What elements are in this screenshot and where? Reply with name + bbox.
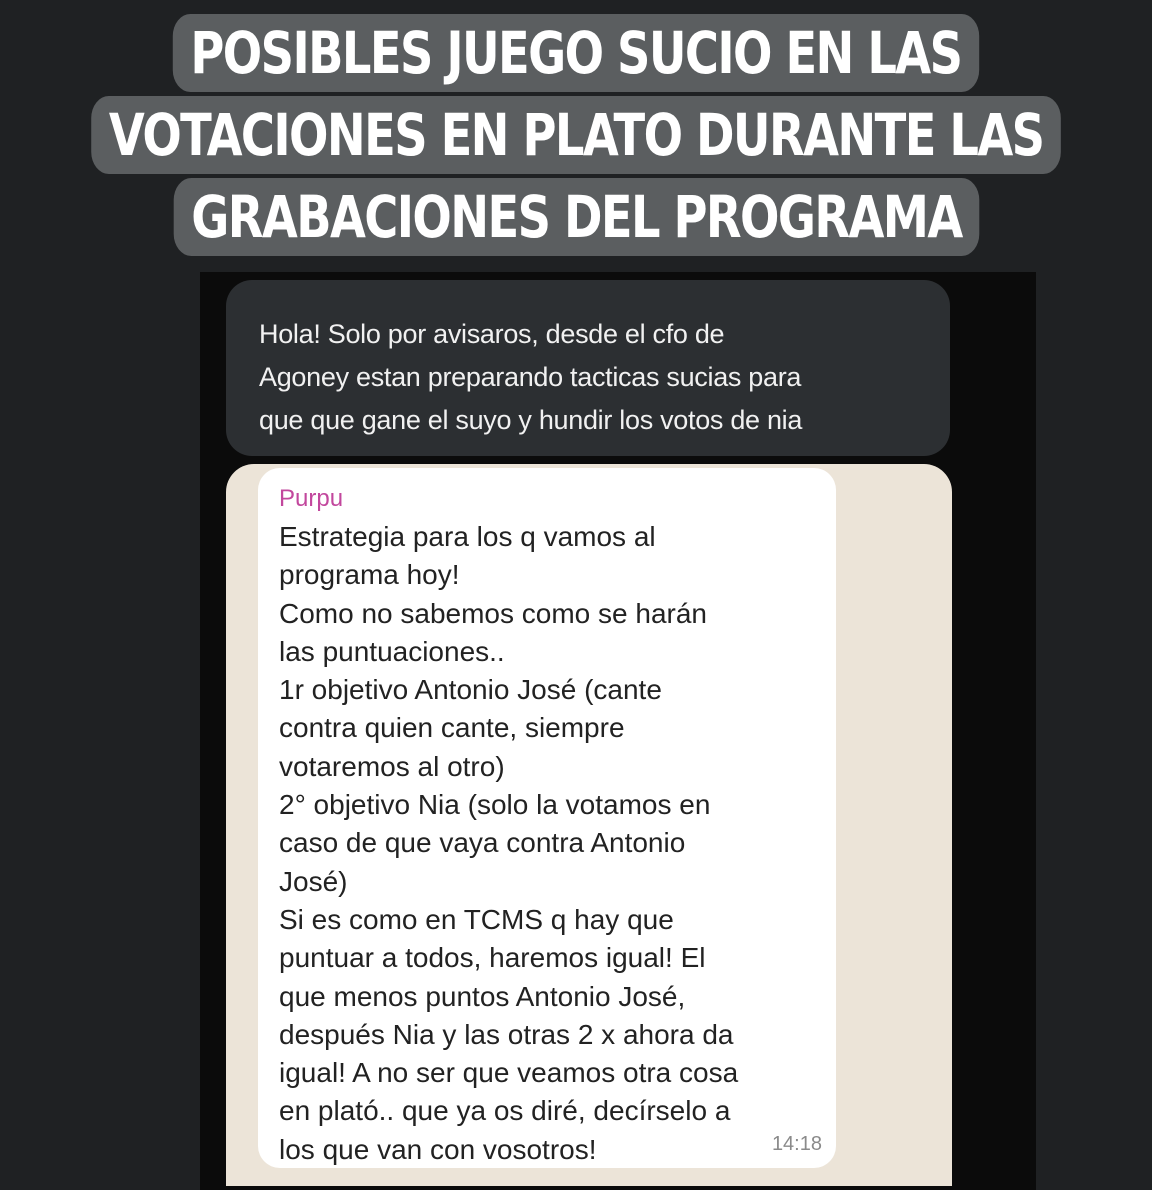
message-timestamp: 14:18 xyxy=(771,1133,822,1155)
notice-message-text: Hola! Solo por avisaros, desde el cfo de Agoney estan preparando tacticas sucias para que que gane el suyo y hundir los votos de nia xyxy=(259,319,803,435)
headline-line-3: GRABACIONES DEL PROGRAMA xyxy=(173,178,979,256)
forwarded-message-bubble[interactable] xyxy=(258,468,836,1168)
headline-line-2: VOTACIONES EN PLATO DURANTE LAS xyxy=(91,96,1061,174)
chat-screenshot xyxy=(200,272,1036,1190)
chat-wallpaper xyxy=(226,464,952,1186)
headline-line-1: POSIBLES JUEGO SUCIO EN LAS xyxy=(173,14,979,92)
message-text: Estrategia para los q vamos al programa hoy! Como no sabemos como se harán las puntuaciones.. 1r objetivo Antonio José (cante contra quien cante, siempre votaremos al otro) 2° objetivo Nia (solo la votamos en caso de que vaya contra Antonio José) Si es como en TCMS q hay que puntuar a todos, haremos igual! El que menos puntos Antonio José, después Nia y las otras 2 x ahora da igual! A no ser que veamos otra cosa en plató.. que ya os diré, decírselo a los que van con vosotros! xyxy=(279,521,739,1165)
story-headline xyxy=(0,14,1152,260)
sender-name[interactable]: Purpu xyxy=(279,485,344,512)
notice-message-bubble[interactable] xyxy=(226,280,950,456)
